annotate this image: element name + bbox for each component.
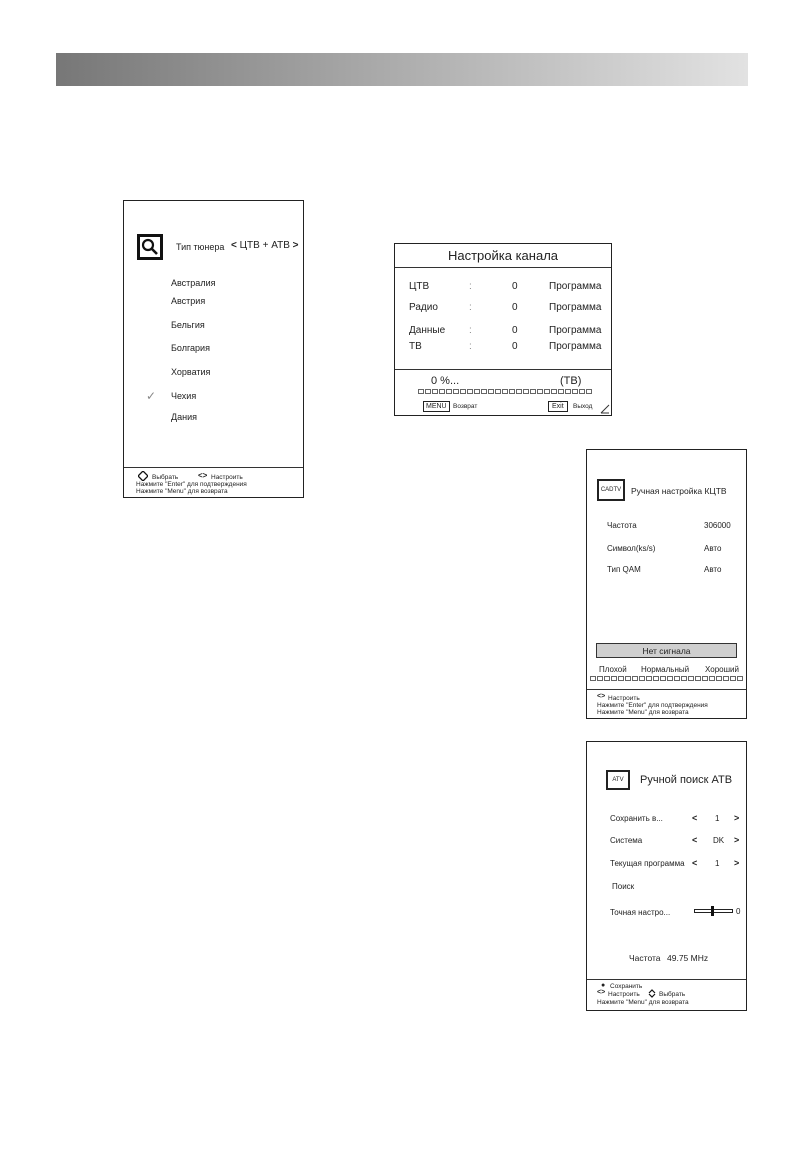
system-value: DK <box>713 836 725 845</box>
progress-cell <box>590 676 596 681</box>
progress-cell <box>681 676 687 681</box>
progress-cell <box>632 676 638 681</box>
hint-save: Сохранить <box>610 983 643 990</box>
progress-cell <box>495 389 501 394</box>
progress-cell <box>695 676 701 681</box>
progress-cell <box>639 676 645 681</box>
checkmark-icon: ✓ <box>146 389 157 403</box>
left-right-arrows-icon: <> <box>198 471 208 480</box>
count-value: 0 <box>512 302 518 313</box>
system-label: Система <box>610 836 643 845</box>
save-dot-icon: ● <box>601 982 606 989</box>
count-label: ЦТВ <box>409 281 430 292</box>
progress-cell <box>709 676 715 681</box>
chevron-left-icon[interactable]: < <box>231 240 237 251</box>
progress-cell <box>558 389 564 394</box>
count-label: Данные <box>409 325 446 336</box>
slider-handle[interactable] <box>711 906 714 916</box>
frequency-label: Частота <box>629 953 661 963</box>
manual-atv-menu <box>586 741 747 1011</box>
progress-cell <box>516 389 522 394</box>
left-right-arrows-icon: <> <box>597 693 606 700</box>
progress-cell <box>579 389 585 394</box>
count-value: 0 <box>512 281 518 292</box>
divider <box>395 369 611 370</box>
left-right-arrows-icon: <> <box>597 989 606 996</box>
symbol-rate-value[interactable]: Авто <box>704 544 722 553</box>
progress-cell <box>502 389 508 394</box>
progress-cell <box>660 676 666 681</box>
progress-cell <box>544 389 550 394</box>
progress-cell <box>551 389 557 394</box>
chevron-left-icon[interactable]: < <box>692 835 698 845</box>
count-unit: Программа <box>549 281 602 292</box>
signal-status-bar <box>596 643 737 658</box>
progress-cell <box>432 389 438 394</box>
hint-select: Выбрать <box>659 991 686 998</box>
progress-cell <box>667 676 673 681</box>
menu-key[interactable]: MENU <box>423 401 450 412</box>
progress-percent: 0 %... <box>431 375 460 387</box>
progress-cell <box>730 676 736 681</box>
field-label: Символ(ks/s) <box>607 544 656 553</box>
country-item[interactable]: Дания <box>171 412 197 422</box>
count-unit: Программа <box>549 325 602 336</box>
progress-cell <box>488 389 494 394</box>
save-to-label: Сохранить в... <box>610 814 663 823</box>
count-value: 0 <box>512 325 518 336</box>
tuner-type-value: ЦТВ + АТВ <box>239 240 290 251</box>
count-sep: : <box>469 302 472 313</box>
progress-cell <box>530 389 536 394</box>
field-label: Частота <box>607 521 637 530</box>
frequency-value[interactable]: 306000 <box>704 521 731 530</box>
fine-tune-slider[interactable] <box>694 909 733 913</box>
progress-cell <box>509 389 515 394</box>
count-label: Радио <box>409 302 438 313</box>
progress-cell <box>425 389 431 394</box>
progress-cell <box>446 389 452 394</box>
channel-tuning-dialog <box>394 243 612 416</box>
hint-enter: Нажмите "Enter" для подтверждения <box>597 702 708 709</box>
chevron-right-icon[interactable]: > <box>734 813 740 823</box>
progress-cell <box>688 676 694 681</box>
divider <box>587 979 746 980</box>
progress-cell <box>674 676 680 681</box>
progress-cell <box>565 389 571 394</box>
quality-normal-label: Нормальный <box>641 665 690 674</box>
count-unit: Программа <box>549 302 602 313</box>
frequency-value: 49.75 MHz <box>667 953 709 963</box>
cadtv-logo: CADTV <box>597 479 625 501</box>
count-unit: Программа <box>549 341 602 352</box>
count-sep: : <box>469 341 472 352</box>
tuner-type-menu <box>123 200 304 498</box>
hint-adjust: Настроить <box>211 474 243 481</box>
hint-enter: Нажмите "Enter" для подтверждения <box>136 481 247 488</box>
count-label: ТВ <box>409 341 422 352</box>
progress-cell <box>418 389 424 394</box>
country-item[interactable]: Австрия <box>171 296 206 306</box>
search-action[interactable]: Поиск <box>612 882 635 891</box>
country-item[interactable]: Хорватия <box>171 367 211 377</box>
progress-cell <box>611 676 617 681</box>
atv-logo: ATV <box>606 770 630 790</box>
progress-cell <box>716 676 722 681</box>
progress-cell <box>439 389 445 394</box>
resize-corner-icon <box>600 404 610 414</box>
count-value: 0 <box>512 341 518 352</box>
progress-cell <box>537 389 543 394</box>
tuning-mode: (ТВ) <box>560 375 582 387</box>
country-item[interactable]: Австралия <box>171 278 216 288</box>
progress-cell <box>467 389 473 394</box>
quality-good-label: Хороший <box>705 665 739 674</box>
exit-key-label: Выход <box>573 403 593 410</box>
manual-dtv-menu <box>586 449 747 719</box>
quality-bad-label: Плохой <box>599 665 627 674</box>
fine-tune-value: 0 <box>736 907 741 916</box>
progress-cell <box>572 389 578 394</box>
field-label: Тип QAM <box>607 565 641 574</box>
search-icon <box>137 234 163 260</box>
current-program-value: 1 <box>715 859 720 868</box>
progress-cell <box>737 676 743 681</box>
save-to-value: 1 <box>715 814 720 823</box>
current-program-label: Текущая программа <box>610 859 685 868</box>
chevron-right-icon[interactable]: > <box>734 835 740 845</box>
progress-cell <box>474 389 480 394</box>
divider <box>124 467 303 468</box>
divider <box>395 267 611 268</box>
hint-menu: Нажмите "Menu" для возврата <box>597 999 689 1006</box>
tuner-type-label: Тип тюнера <box>176 242 225 252</box>
chevron-left-icon[interactable]: < <box>692 813 698 823</box>
chevron-left-icon[interactable]: < <box>692 858 698 868</box>
progress-cell <box>597 676 603 681</box>
progress-cell <box>586 389 592 394</box>
signal-quality-bar <box>590 676 743 681</box>
progress-cell <box>523 389 529 394</box>
progress-cell <box>481 389 487 394</box>
header-bar <box>56 53 748 86</box>
qam-type-value[interactable]: Авто <box>704 565 722 574</box>
hint-select: Выбрать <box>152 474 179 481</box>
divider <box>587 689 746 690</box>
count-sep: : <box>469 281 472 292</box>
progress-cell <box>604 676 610 681</box>
progress-bar <box>418 389 592 394</box>
country-item[interactable]: Болгария <box>171 343 210 353</box>
dialog-title: Ручная настройка КЦТВ <box>631 486 727 496</box>
progress-cell <box>723 676 729 681</box>
hint-adjust: Настроить <box>608 991 640 998</box>
country-item-selected[interactable]: Чехия <box>171 391 197 401</box>
dialog-title: Настройка канала <box>447 248 559 263</box>
progress-cell <box>618 676 624 681</box>
menu-key-label: Возврат <box>453 403 478 410</box>
hint-menu: Нажмите "Menu" для возврата <box>136 488 228 495</box>
chevron-right-icon[interactable]: > <box>292 240 299 251</box>
diamond-nav-icon <box>138 471 148 481</box>
chevron-right-icon[interactable]: > <box>734 858 740 868</box>
country-item[interactable]: Бельгия <box>171 320 205 330</box>
progress-cell <box>625 676 631 681</box>
exit-key[interactable]: Exit <box>548 401 568 412</box>
progress-cell <box>453 389 459 394</box>
fine-tune-label: Точная настро... <box>610 908 671 917</box>
count-sep: : <box>469 325 472 336</box>
tuner-type-selector[interactable] <box>231 240 299 251</box>
hint-adjust: Настроить <box>608 695 640 702</box>
signal-status: Нет сигнала <box>642 645 691 656</box>
hint-menu: Нажмите "Menu" для возврата <box>597 709 689 716</box>
progress-cell <box>646 676 652 681</box>
up-down-arrows-icon <box>648 989 656 998</box>
progress-cell <box>460 389 466 394</box>
progress-cell <box>653 676 659 681</box>
progress-cell <box>702 676 708 681</box>
dialog-title: Ручной поиск АТВ <box>640 774 733 786</box>
